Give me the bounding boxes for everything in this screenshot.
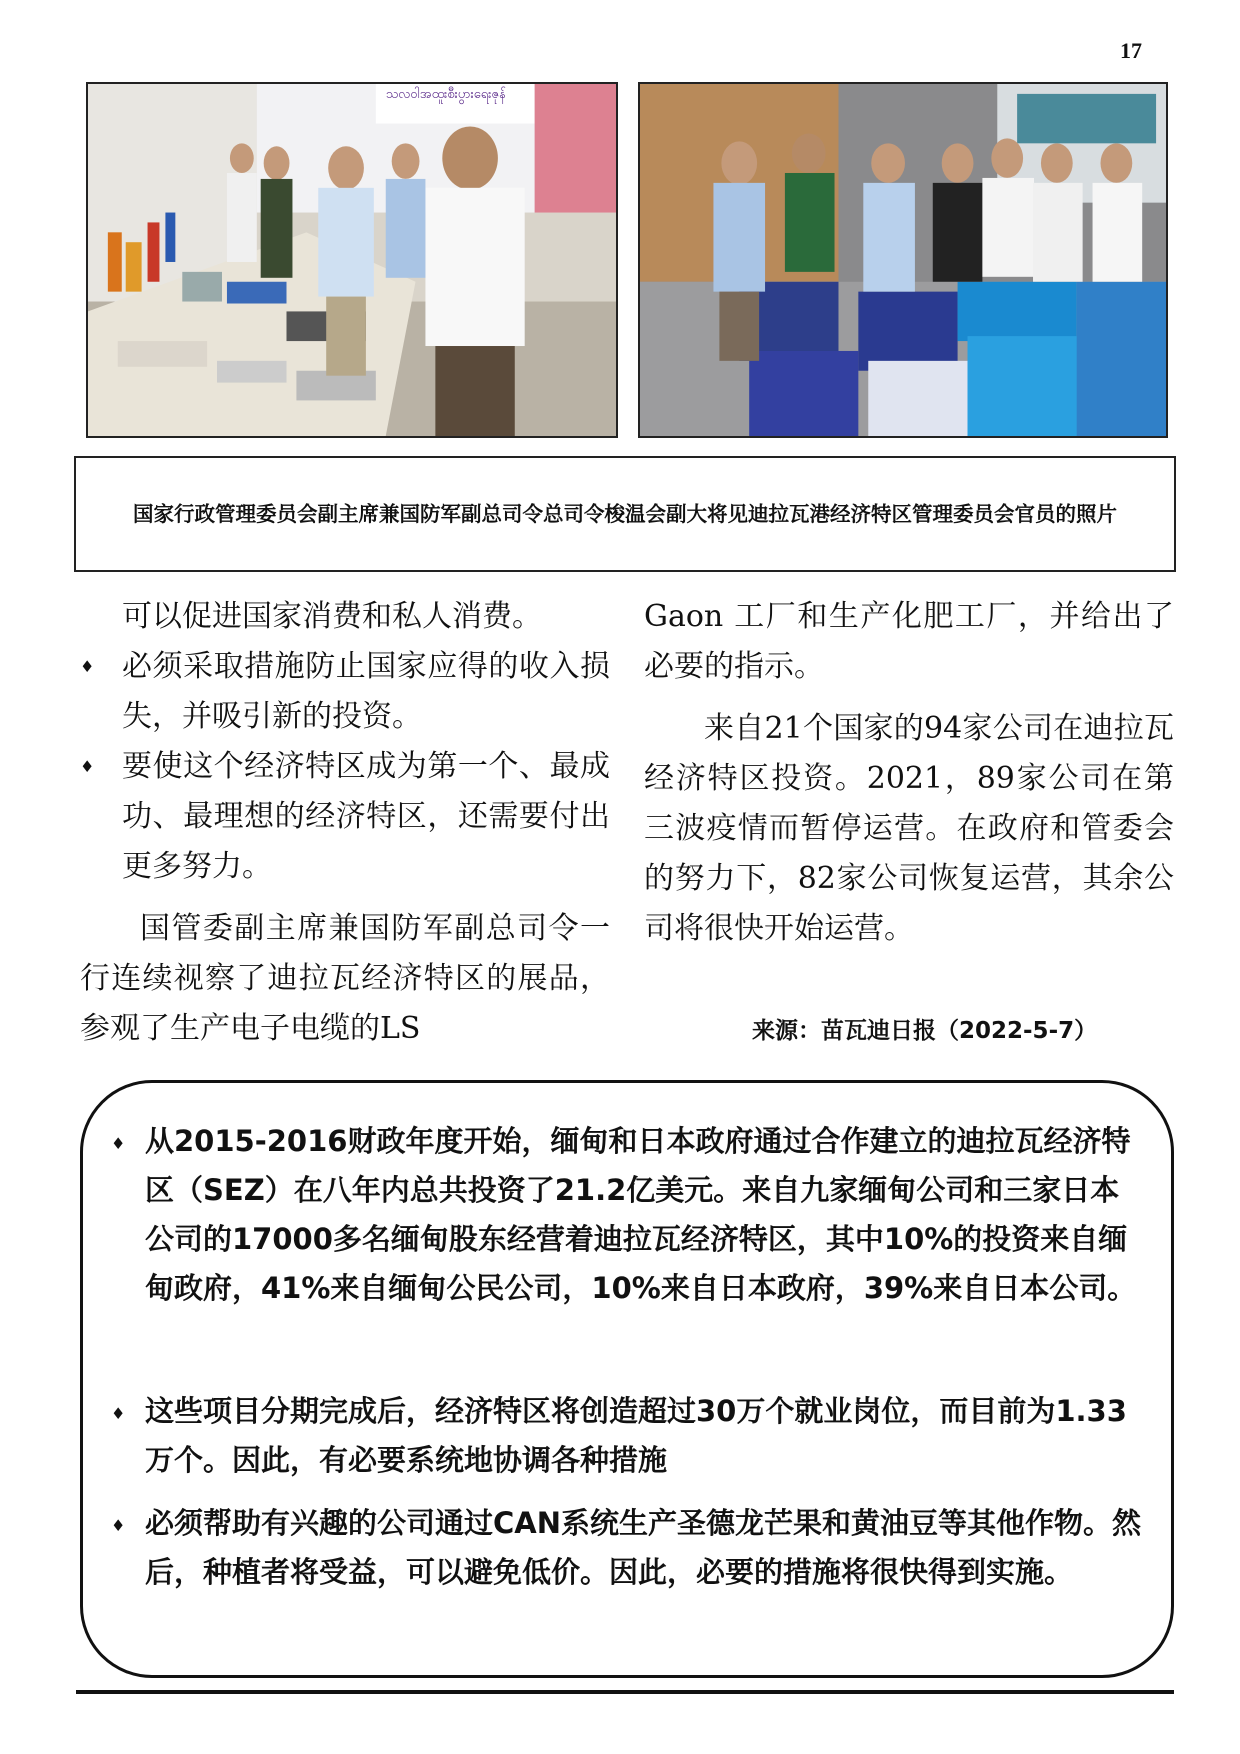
right-continuation: Gaon 工厂和生产化肥工厂，并给出了必要的指示。	[644, 599, 1174, 684]
left-bullet-1-text: 必须采取措施防止国家应得的收入损失，并吸引新的投资。	[122, 649, 610, 734]
diamond-bullet-icon: ♦	[80, 657, 95, 676]
diamond-bullet-icon: ♦	[111, 1404, 126, 1423]
highlight-item-3-text: 必须帮助有兴趣的公司通过CAN系统生产圣德龙芒果和黄油豆等其他作物。然后，种植者将受益，可以避免低价。因此，必要的措施将很快得到实施。	[145, 1506, 1141, 1589]
left-paragraph: 国管委副主席兼国防军副总司令一行连续视察了迪拉瓦经济特区的展品，参观了生产电子电缆的LS	[80, 911, 610, 1046]
right-column	[644, 592, 1174, 954]
photo-exhibition	[86, 82, 618, 438]
photo-caption-text: 国家行政管理委员会副主席兼国防军副总司令总司令梭温会副大将见迪拉瓦港经济特区管理委员会官员的照片	[133, 502, 1117, 526]
source-citation: 来源：苗瓦迪日报（2022-5-7）	[752, 1018, 1098, 1044]
diamond-bullet-icon: ♦	[80, 757, 95, 776]
highlight-item-1-text: 从2015-2016财政年度开始，缅甸和日本政府通过合作建立的迪拉瓦经济特区（SEZ）在八年内总共投资了21.2亿美元。来自九家缅甸公司和三家日本公司的17000多名缅甸股东经营着迪拉瓦经济特区，其中10%的投资来自缅甸政府，41%来自缅甸公民公司，10%来自日本政府，39%来自日本公司。	[145, 1124, 1137, 1305]
right-paragraph: 来自21个国家的94家公司在迪拉瓦经济特区投资。2021，89家公司在第三波疫情而暂停运营。在政府和管委会的努力下，82家公司恢复运营，其余公司将很快开始运营。	[644, 711, 1174, 946]
photo-fertilizer-factory	[638, 82, 1168, 438]
highlight-item-3	[111, 1499, 1145, 1597]
highlight-item-2	[111, 1387, 1145, 1485]
highlight-item-2-text: 这些项目分期完成后，经济特区将创造超过30万个就业岗位，而目前为1.33万个。因此，有必要系统地协调各种措施	[145, 1394, 1127, 1477]
highlight-box	[80, 1080, 1174, 1678]
highlight-item-1	[111, 1117, 1145, 1313]
page-number: 17	[1120, 38, 1142, 63]
left-bullet-2-text: 要使这个经济特区成为第一个、最成功、最理想的经济特区，还需要付出更多努力。	[122, 749, 610, 884]
diamond-bullet-icon: ♦	[111, 1134, 126, 1153]
bottom-rule	[76, 1690, 1174, 1694]
left-bullet-1	[80, 642, 610, 742]
left-column	[80, 592, 610, 1054]
exhibition-banner-text: သလ၀ါအထူးစီးပွားရေးဇုန်	[385, 86, 506, 102]
left-bullet-2	[80, 742, 610, 892]
photo-caption	[74, 456, 1176, 572]
left-continuation: 可以促进国家消费和私人消费。	[122, 599, 542, 634]
diamond-bullet-icon: ♦	[111, 1516, 126, 1535]
